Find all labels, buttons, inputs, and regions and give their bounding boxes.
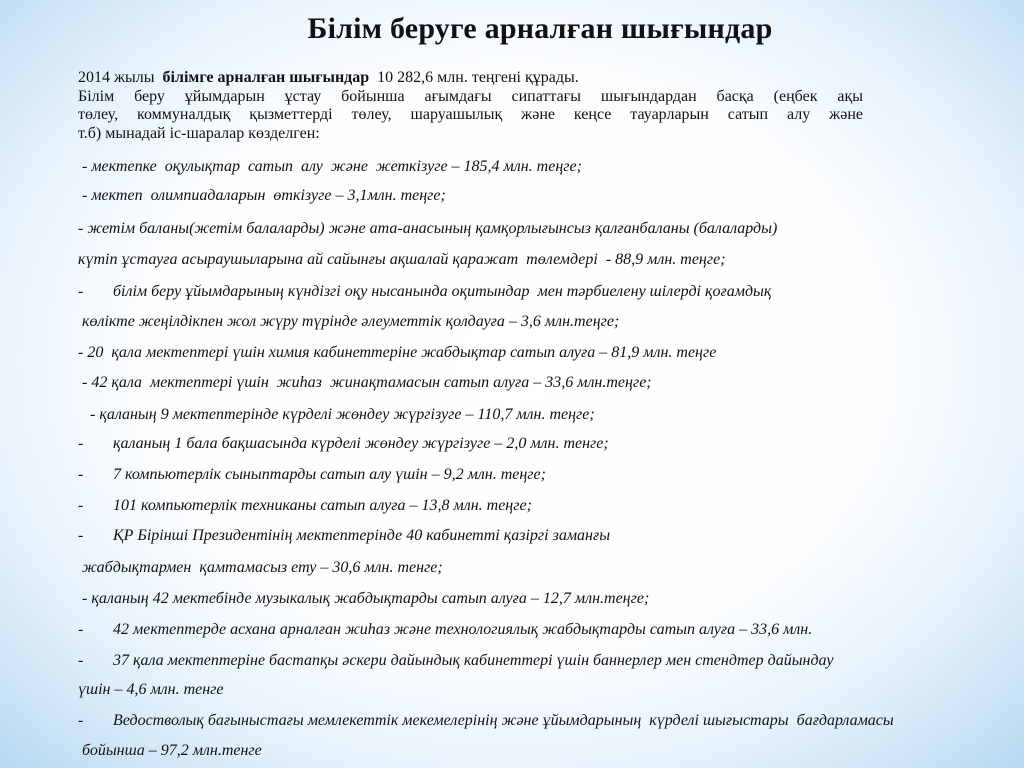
list-item bbox=[78, 405, 595, 425]
list-dash: - bbox=[78, 497, 84, 514]
list-dash: - bbox=[78, 435, 84, 452]
list-item-text: қаланың 1 бала бақшасында күрделі жөндеу жүргізуге – 2,0 млн. тенге; bbox=[113, 435, 609, 452]
list-item-text: - жетім баланы(жетім балаларды) және ата-анасының қамқорлығынсыз қалғанбаланы (балаларды) bbox=[78, 220, 778, 237]
list-item-text: - мектеп олимпиадаларын өткізуге – 3,1млн. теңге; bbox=[78, 187, 446, 204]
list-item-text: күтіп ұстауға асыраушыларына ай сайынғы ақшалай қаражат төлемдері - 88,9 млн. теңге; bbox=[78, 251, 726, 268]
list-item-text: - мектепке оқулықтар сатып алу және жеткізуге – 185,4 млн. теңге; bbox=[78, 158, 582, 175]
list-item-text: 37 қала мектептеріне бастапқы әскери дайындық кабинеттері үшін баннерлер мен стендтер дайындау bbox=[113, 652, 834, 669]
list-item-text: көлікте жеңілдікпен жол жүру түрінде әлеуметтік қолдауға – 3,6 млн.теңге; bbox=[78, 313, 620, 330]
list-item-text: 7 компьютерлік сыныптарды сатып алу үшін – 9,2 млн. теңге; bbox=[113, 466, 546, 483]
list-dash: - bbox=[78, 621, 84, 638]
slide-title: Білім беруге арналған шығындар bbox=[307, 12, 773, 45]
list-dash: - bbox=[78, 712, 84, 729]
list-item-text: білім беру ұйымдарының күндізгі оқу нысанында оқитындар мен тәрбиелену шілерді қоғамдық bbox=[113, 283, 772, 300]
list-dash: - bbox=[78, 527, 84, 544]
list-item-text: 42 мектептерде асхана арналған жиһаз және технологиялық жабдықтарды сатып алуға – 33,6 млн. bbox=[113, 621, 813, 638]
list-item-text: бойынша – 97,2 млн.тенге bbox=[78, 742, 262, 759]
list-item-text: - қаланың 9 мектептерінде күрделі жөндеу жүргізуге – 110,7 млн. теңге; bbox=[78, 406, 595, 423]
intro-year-text: 2014 жылы bbox=[78, 69, 155, 86]
intro-bold-text: білімге арналған шығындар bbox=[162, 69, 370, 86]
list-item-text: ҚР Бірінші Президентінің мектептерінде 40 кабинетті қазіргі заманғы bbox=[113, 527, 611, 544]
intro-amount-text: 10 282,6 млн. теңгені құрады. bbox=[377, 69, 579, 86]
list-item bbox=[78, 343, 716, 363]
list-item bbox=[78, 186, 446, 206]
list-item bbox=[78, 250, 726, 270]
list-item-text: үшін – 4,6 млн. тенге bbox=[78, 681, 224, 698]
list-item bbox=[78, 157, 582, 177]
list-dash: - bbox=[78, 466, 84, 483]
list-item-text: - 42 қала мектептері үшін жиһаз жинақтамасын сатып алуға – 33,6 млн.теңге; bbox=[78, 374, 652, 391]
intro-line-3: төлеу, коммуналдық қызметтерді төлеу, шаруашылық және кеңсе тауарларын сатып алу және bbox=[78, 106, 863, 123]
list-item bbox=[78, 589, 649, 609]
list-item bbox=[78, 219, 777, 239]
list-item bbox=[78, 741, 262, 761]
list-dash: - bbox=[78, 283, 84, 300]
intro-line-4: т.б) мынадай іс-шаралар көзделген: bbox=[78, 124, 320, 142]
list-item-text: жабдықтармен қамтамасыз ету – 30,6 млн. тенге; bbox=[78, 559, 443, 576]
list-item bbox=[78, 558, 443, 578]
list-dash: - bbox=[78, 652, 84, 669]
list-item-text: - 20 қала мектептері үшін химия кабинеттеріне жабдықтар сатып алуға – 81,9 млн. теңге bbox=[78, 344, 717, 361]
list-item-text: 101 компьютерлік техниканы сатып алуға – 13,8 млн. теңге; bbox=[113, 497, 532, 514]
list-item-text: - қаланың 42 мектебінде музыкалық жабдықтарды сатып алуға – 12,7 млн.теңге; bbox=[78, 590, 650, 607]
list-item bbox=[78, 312, 619, 332]
list-item bbox=[78, 680, 224, 700]
list-item bbox=[78, 373, 652, 393]
intro-line-2: Білім беру ұйымдарын ұстау бойынша ағымдағы сипаттағы шығындардан басқа (еңбек ақы bbox=[78, 87, 863, 105]
list-item-text: Ведостволық бағыныстағы мемлекеттік мекемелерінің және ұйымдарының күрделі шығыстары бағдарламасы bbox=[113, 712, 894, 729]
